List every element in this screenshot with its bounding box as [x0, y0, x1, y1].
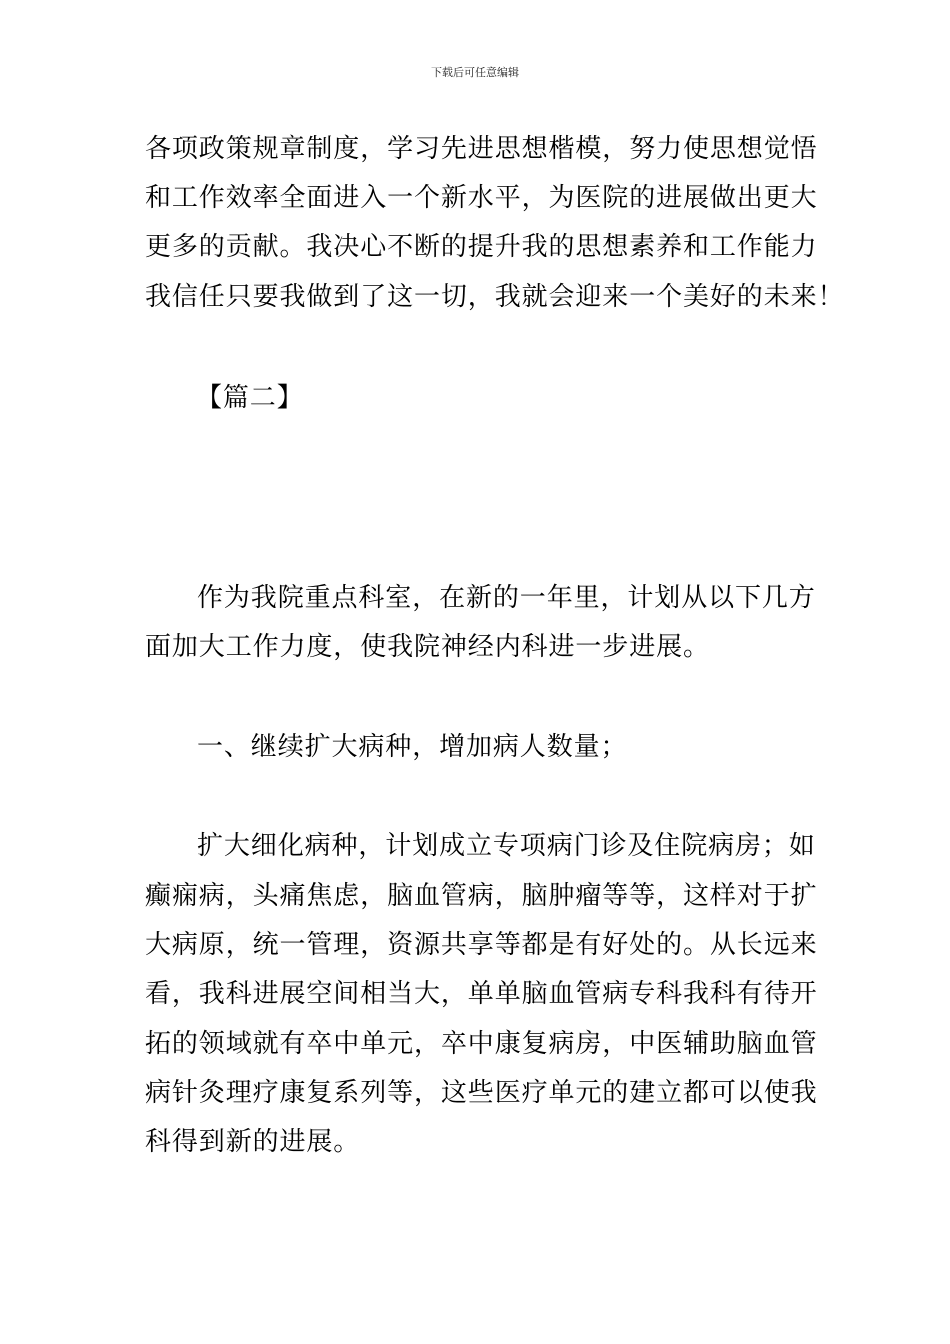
paragraph-line: 和工作效率全面进入一个新水平，为医院的进展做出更大 [145, 183, 818, 213]
paragraph-line: 面加大工作力度，使我院神经内科进一步进展。 [145, 632, 710, 662]
paragraph-line: 拓的领域就有卒中单元，卒中康复病房，中医辅助脑血管 [145, 1029, 818, 1059]
paragraph-line: 科得到新的进展。 [145, 1127, 361, 1157]
header-note: 下载后可任意编辑 [431, 66, 519, 79]
paragraph-line: 癫痫病，头痛焦虑，脑血管病，脑肿瘤等等，这样对于扩 [145, 881, 818, 911]
paragraph-line: 各项政策规章制度，学习先进思想楷模，努力使思想觉悟 [145, 134, 818, 164]
paragraph-line: 扩大细化病种，计划成立专项病门诊及住院病房；如 [197, 831, 816, 861]
paragraph-line: 病针灸理疗康复系列等，这些医疗单元的建立都可以使我 [145, 1078, 818, 1108]
item-heading: 一、继续扩大病种，增加病人数量； [197, 732, 628, 762]
paragraph-line: 看，我科进展空间相当大，单单脑血管病专科我科有待开 [145, 979, 818, 1009]
paragraph-line: 我信任只要我做到了这一切，我就会迎来一个美好的未来！ [145, 282, 845, 312]
paragraph-line: 作为我院重点科室，在新的一年里，计划从以下几方 [197, 583, 816, 613]
paragraph-line: 更多的贡献。我决心不断的提升我的思想素养和工作能力 [145, 232, 818, 262]
section-heading: 【篇二】 [196, 383, 304, 413]
paragraph-line: 大病原，统一管理，资源共享等都是有好处的。从长远来 [145, 930, 818, 960]
